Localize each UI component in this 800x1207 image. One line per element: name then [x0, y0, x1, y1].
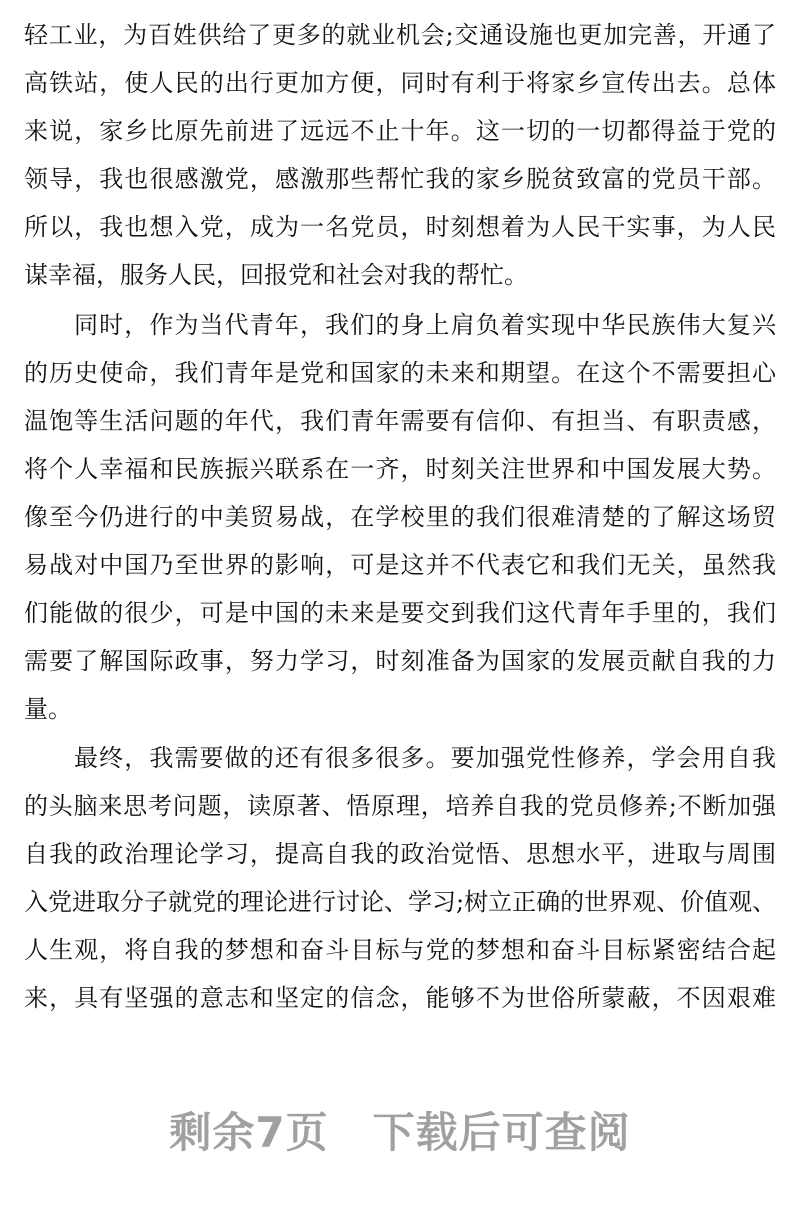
text-line: 同时，作为当代青年，我们的身上肩负着实现中华民族伟大复兴	[74, 311, 776, 339]
text-line: 来，具有坚强的意志和坚定的信念，能够不为世俗所蒙蔽，不因艰难	[24, 984, 776, 1012]
text-line: 们能做的很少，可是中国的未来是要交到我们这代青年手里的，我们	[24, 599, 776, 627]
text-line: 的头脑来思考问题，读原著、悟原理，培养自我的党员修养;不断加强	[24, 792, 776, 820]
text-line: 轻工业，为百姓供给了更多的就业机会;交通设施也更加完善，开通了	[24, 21, 776, 49]
text-line: 像至今仍进行的中美贸易战，在学校里的我们很难清楚的了解这场贸	[24, 503, 776, 531]
text-line: 的历史使命，我们青年是党和国家的未来和期望。在这个不需要担心	[24, 359, 776, 387]
text-line: 最终，我需要做的还有很多很多。要加强党性修养，学会用自我	[74, 744, 776, 772]
paragraph-2	[24, 301, 776, 733]
download-prompt[interactable]	[0, 1100, 800, 1160]
text-line: 将个人幸福和民族振兴联系在一齐，时刻关注世界和中国发展大势。	[24, 455, 776, 483]
text-line: 所以，我也想入党，成为一名党员，时刻想着为人民干实事，为人民	[24, 213, 776, 241]
text-line: 需要了解国际政事，努力学习，时刻准备为国家的发展贡献自我的力	[24, 647, 776, 675]
text-line: 来说，家乡比原先前进了远远不止十年。这一切的一切都得益于党的	[24, 117, 776, 145]
paragraph-3	[24, 734, 776, 1022]
text-line: 谋幸福，服务人民，回报党和社会对我的帮忙。	[24, 261, 528, 289]
text-line: 入党进取分子就党的理论进行讨论、学习;树立正确的世界观、价值观、	[24, 888, 777, 916]
paragraph-1	[24, 11, 776, 299]
text-line: 量。	[24, 695, 72, 723]
text-line: 易战对中国乃至世界的影响，可是这并不代表它和我们无关，虽然我	[24, 551, 776, 579]
text-line: 领导，我也很感激党，感激那些帮忙我的家乡脱贫致富的党员干部。	[24, 165, 776, 193]
text-line: 温饱等生活问题的年代，我们青年需要有信仰、有担当、有职责感，	[24, 407, 776, 435]
text-line: 人生观，将自我的梦想和奋斗目标与党的梦想和奋斗目标紧密结合起	[24, 936, 776, 964]
text-line: 自我的政治理论学习，提高自我的政治觉悟、思想水平，进取与周围	[24, 840, 776, 868]
text-line: 高铁站，使人民的出行更加方便，同时有利于将家乡宣传出去。总体	[24, 69, 776, 97]
remaining-pages-label[interactable]: 剩余7页	[169, 1108, 329, 1157]
download-to-view-label[interactable]: 下载后可查阅	[372, 1108, 631, 1157]
